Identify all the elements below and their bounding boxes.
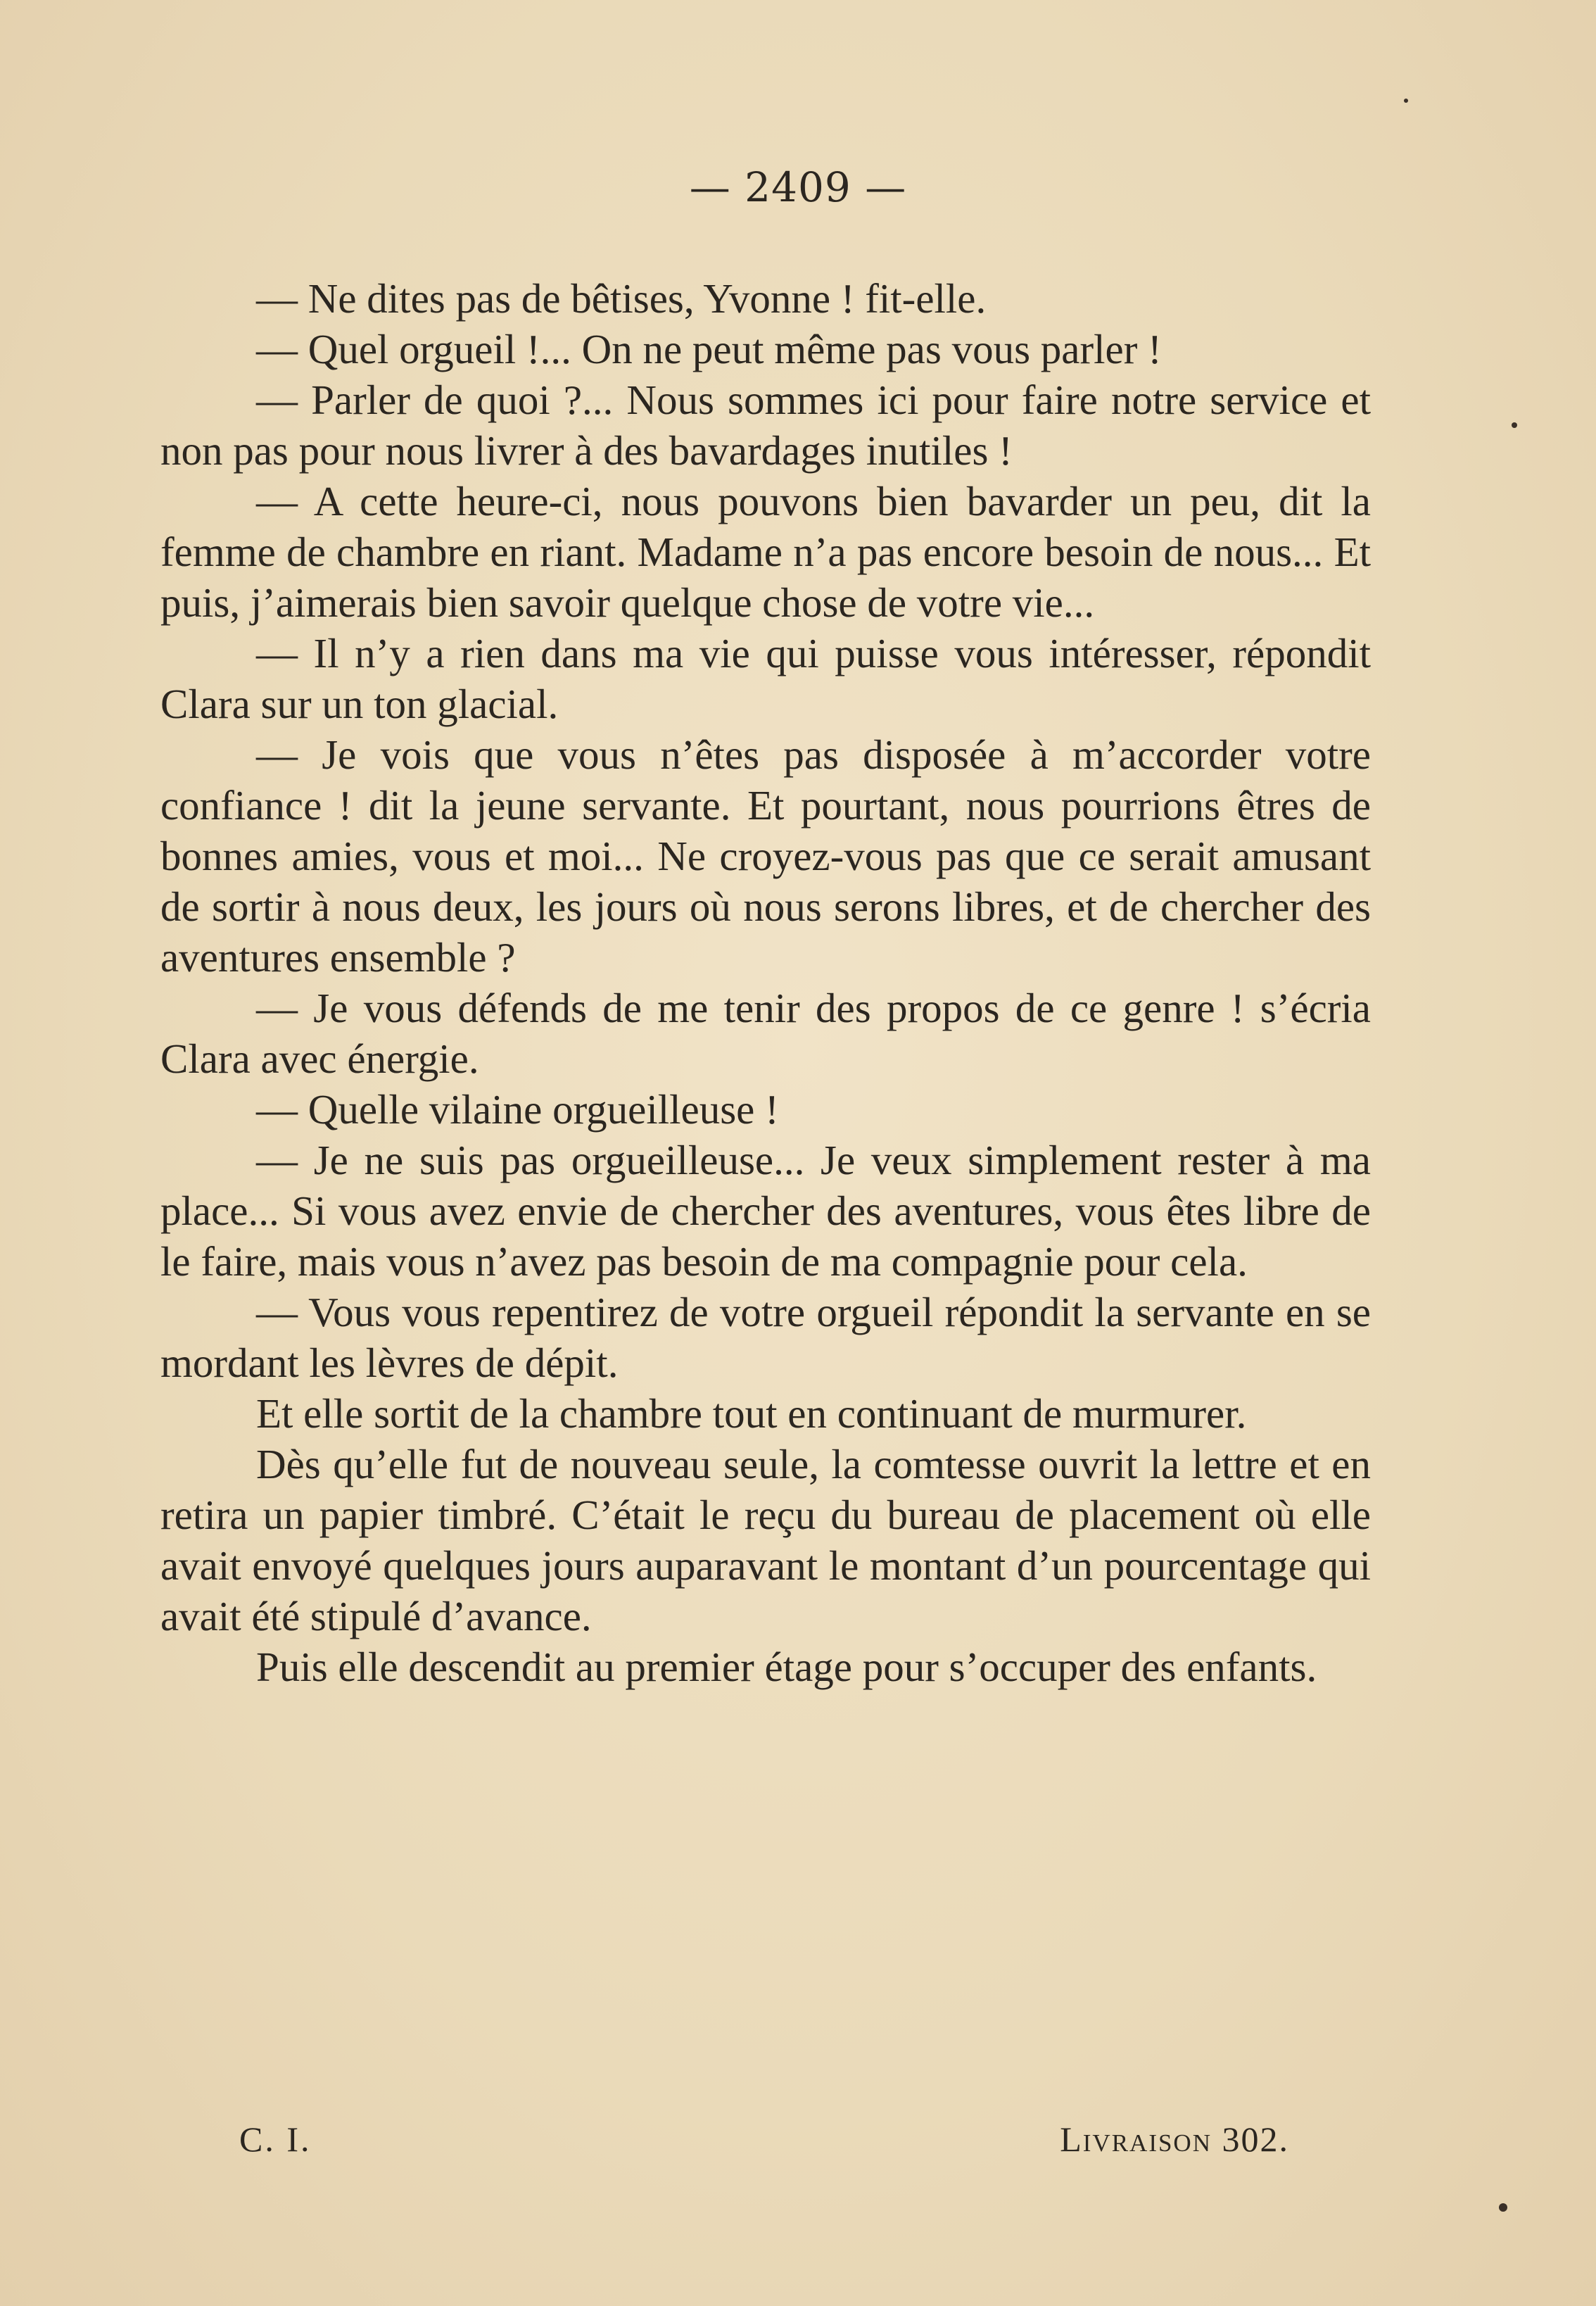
paragraph: Dès qu’elle fut de nouveau seule, la comtesse ouvrit la lettre et en retira un papier timbré. C’était le reçu du bureau de placement où elle avait envoyé quelques jours auparavant le montant d’un pourcentage qui avait été stipulé d’avance. xyxy=(160,1441,1371,1639)
paragraph: Et elle sortit de la chambre tout en continuant de murmurer. xyxy=(256,1390,1247,1437)
body-text xyxy=(160,273,1371,1692)
paper-speck xyxy=(1512,422,1517,428)
livraison-number: Livraison 302. xyxy=(1060,2119,1289,2159)
paragraph: — Je ne suis pas orgueilleuse... Je veux simplement rester à ma place... Si vous avez envie de chercher des aventures, vous êtes libre de le faire, mais vous n’avez pas besoin de ma compagnie pour cela. xyxy=(160,1137,1371,1285)
paragraph: — Quel orgueil !... On ne peut même pas vous parler ! xyxy=(256,326,1162,372)
paragraph: — Quelle vilaine orgueilleuse ! xyxy=(256,1086,779,1133)
paragraph: — A cette heure-ci, nous pouvons bien bavarder un peu, dit la femme de chambre en riant. Madame n’a pas encore besoin de nous... Et puis, j’aimerais bien savoir quelque chose de votre vie... xyxy=(160,478,1371,626)
paragraph: Puis elle descendit au premier étage pour s’occuper des enfants. xyxy=(256,1644,1317,1690)
paragraph: — Ne dites pas de bêtises, Yvonne ! fit-elle. xyxy=(256,275,987,322)
paragraph: — Vous vous repentirez de votre orgueil répondit la servante en se mordant les lèvres de dépit. xyxy=(160,1289,1371,1386)
paper-speck xyxy=(1499,2203,1507,2212)
signature-mark: C. I. xyxy=(239,2119,312,2159)
paragraph: — Il n’y a rien dans ma vie qui puisse vous intéresser, répondit Clara sur un ton glacial. xyxy=(160,630,1371,727)
paragraph: — Je vois que vous n’êtes pas disposée à m’accorder votre confiance ! dit la jeune servante. Et pourtant, nous pourrions êtres de bonnes amies, vous et moi... Ne croyez-vous pas que ce serait amusant de sortir à nous deux, les jours où nous serons libres, et de chercher des aventures ensemble ? xyxy=(160,731,1371,981)
paragraph: — Je vous défends de me tenir des propos de ce genre ! s’écria Clara avec énergie. xyxy=(160,985,1371,1082)
page-number: — 2409 — xyxy=(689,163,907,211)
paragraph: — Parler de quoi ?... Nous sommes ici pour faire notre service et non pas pour nous livrer à des bavardages inutiles ! xyxy=(160,377,1371,474)
paper-speck xyxy=(1404,99,1408,103)
